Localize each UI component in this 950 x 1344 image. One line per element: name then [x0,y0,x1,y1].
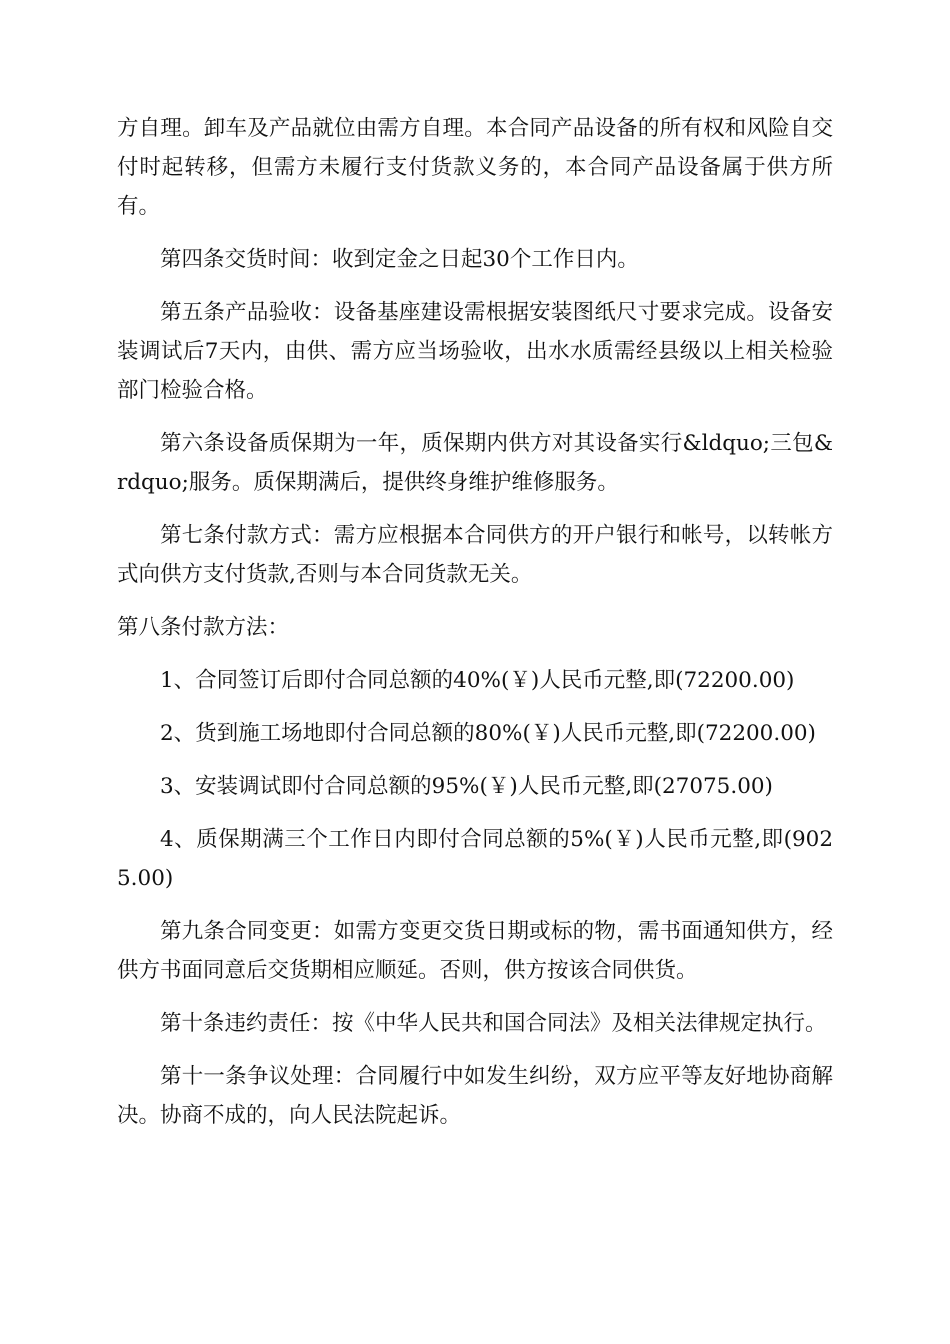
paragraph-payment-item-1: 1、合同签订后即付合同总额的40%(￥)人民币元整,即(72200.00) [160,668,795,693]
paragraph-delivery-continued: 方自理。卸车及产品就位由需方自理。本合同产品设备的所有权和风险自交付时起转移，但需方未履行支付货款义务的，本合同产品设备属于供方所有。 [117,116,833,219]
paragraph-payment-item-3: 3、安装调试即付合同总额的95%(￥)人民币元整,即(27075.00) [160,774,773,799]
paragraph-payment-item-4: 4、质保期满三个工作日内即付合同总额的5%(￥)人民币元整,即(9025.00) [117,827,833,891]
document-page [117,109,833,1149]
paragraph-article-5-acceptance: 第五条产品验收：设备基座建设需根据安装图纸尺寸要求完成。设备安装调试后7天内，由供、需方应当场验收，出水水质需经县级以上相关检验部门检验合格。 [117,300,833,403]
paragraph-article-7-payment-mode: 第七条付款方式：需方应根据本合同供方的开户银行和帐号，以转帐方式向供方支付货款,否则与本合同货款无关。 [117,523,833,587]
paragraph-article-4-delivery-time: 第四条交货时间：收到定金之日起30个工作日内。 [160,247,639,272]
paragraph-article-9-contract-change: 第九条合同变更：如需方变更交货日期或标的物，需书面通知供方，经供方书面同意后交货期相应顺延。否则，供方按该合同供货。 [117,919,833,983]
paragraph-article-10-liability: 第十条违约责任：按《中华人民共和国合同法》及相关法律规定执行。 [160,1011,827,1036]
paragraph-article-6-warranty: 第六条设备质保期为一年，质保期内供方对其设备实行&ldquo;三包&rdquo;服务。质保期满后，提供终身维护维修服务。 [117,431,833,495]
paragraph-article-8-payment-method: 第八条付款方法： [117,615,290,640]
paragraph-article-11-dispute: 第十一条争议处理：合同履行中如发生纠纷，双方应平等友好地协商解决。协商不成的，向人民法院起诉。 [117,1064,833,1128]
paragraph-payment-item-2: 2、货到施工场地即付合同总额的80%(￥)人民币元整,即(72200.00) [160,721,816,746]
